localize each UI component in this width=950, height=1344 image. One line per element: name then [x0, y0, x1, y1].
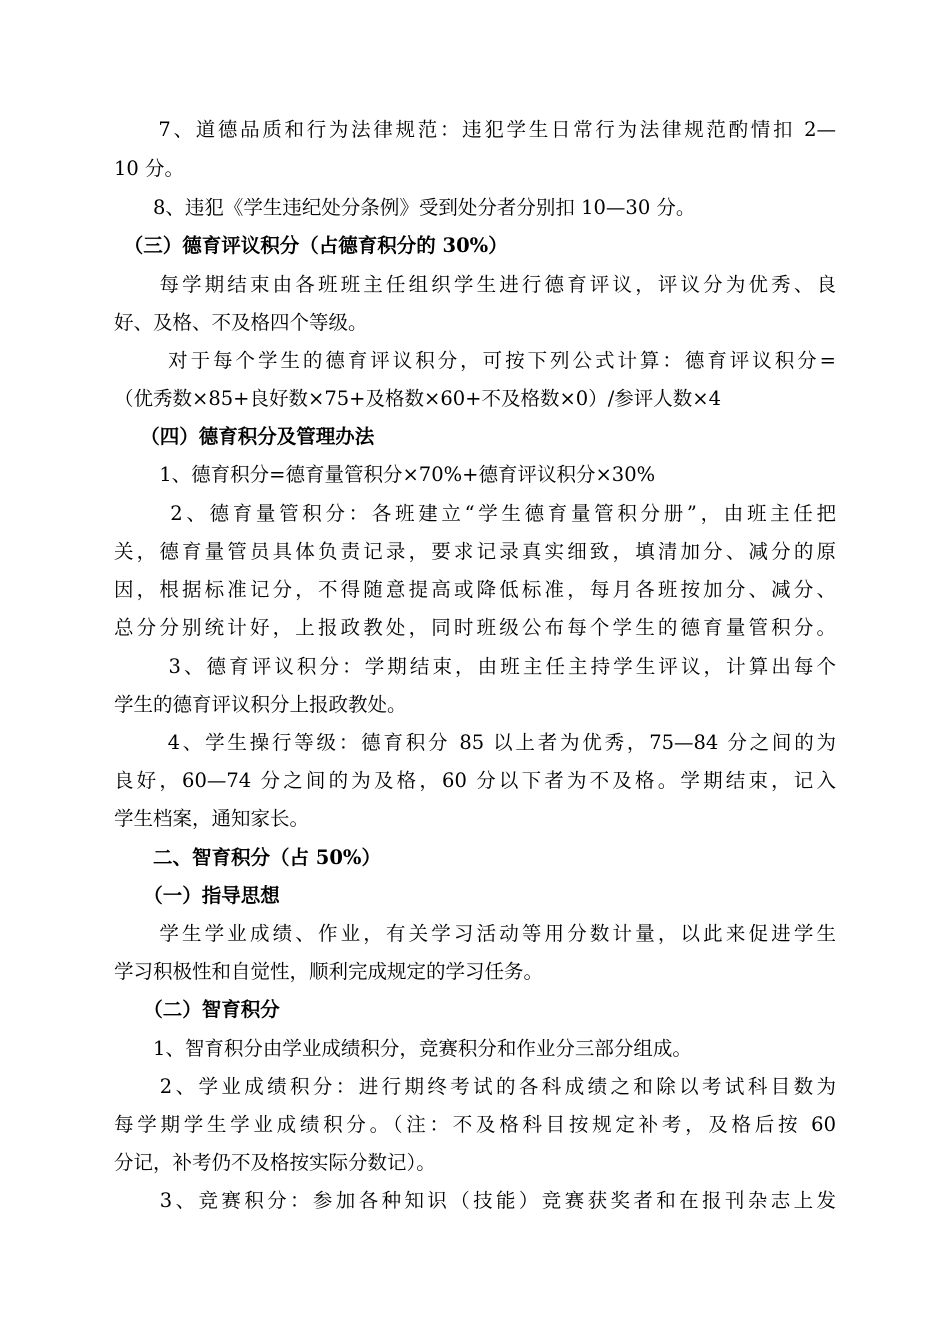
paragraph-line: 每学期结束由各班班主任组织学生进行德育评议，评议分为优秀、良 — [114, 273, 836, 296]
section-heading: （四）德育积分及管理办法 — [114, 425, 375, 448]
paragraph-line: 对于每个学生的德育评议积分，可按下列公式计算：德育评议积分= — [114, 349, 836, 372]
paragraph-line: 3、竞赛积分：参加各种知识（技能）竞赛获奖者和在报刊杂志上发 — [114, 1189, 836, 1212]
paragraph-line: 8、违犯《学生违纪处分条例》受到处分者分别扣 10—30 分。 — [114, 196, 696, 219]
section-heading: 二、智育积分（占 50%） — [114, 846, 381, 869]
paragraph-line: 因，根据标准记分，不得随意提高或降低标准，每月各班按加分、减分、 — [114, 578, 836, 601]
paragraph-line: 1、智育积分由学业成绩积分，竞赛积分和作业分三部分组成。 — [114, 1037, 692, 1060]
paragraph-line: 关，德育量管员具体负责记录，要求记录真实细致，填清加分、减分的原 — [114, 540, 836, 563]
paragraph-line: 3、德育评议积分：学期结束，由班主任主持学生评议，计算出每个 — [114, 655, 836, 678]
paragraph-line: 10 分。 — [114, 157, 185, 180]
paragraph-line: 7、道德品质和行为法律规范：违犯学生日常行为法律规范酌情扣 2— — [114, 118, 836, 141]
paragraph-line: 2、德育量管积分：各班建立“学生德育量管积分册”，由班主任把 — [114, 502, 836, 525]
paragraph-line: 学生档案，通知家长。 — [114, 807, 310, 830]
paragraph-line: 1、德育积分=德育量管积分×70%+德育评议积分×30% — [114, 463, 656, 486]
paragraph-line: 2、学业成绩积分：进行期终考试的各科成绩之和除以考试科目数为 — [114, 1075, 836, 1098]
section-heading: （二）智育积分 — [114, 998, 280, 1021]
paragraph-line: 每学期学生学业成绩积分。（注：不及格科目按规定补考，及格后按 60 — [114, 1113, 836, 1136]
paragraph-line: 良好，60—74 分之间的为及格，60 分以下者为不及格。学期结束，记入 — [114, 769, 836, 792]
paragraph-line: 学生学业成绩、作业，有关学习活动等用分数计量，以此来促进学生 — [114, 922, 836, 945]
paragraph-line: 4、学生操行等级：德育积分 85 以上者为优秀，75—84 分之间的为 — [114, 731, 836, 754]
paragraph-line: 好、及格、不及格四个等级。 — [114, 311, 368, 334]
paragraph-line: 总分分别统计好，上报政教处，同时班级公布每个学生的德育量管积分。 — [114, 616, 836, 639]
paragraph-line: 学习积极性和自觉性，顺利完成规定的学习任务。 — [114, 960, 544, 983]
section-heading: （三）德育评议积分（占德育积分的 30%） — [114, 234, 508, 257]
paragraph-line: 学生的德育评议积分上报政教处。 — [114, 693, 407, 716]
paragraph-line: （优秀数×85+良好数×75+及格数×60+不及格数×0）/参评人数×4 — [114, 387, 722, 410]
paragraph-line: 分记，补考仍不及格按实际分数记）。 — [114, 1151, 436, 1174]
section-heading: （一）指导思想 — [114, 884, 280, 907]
